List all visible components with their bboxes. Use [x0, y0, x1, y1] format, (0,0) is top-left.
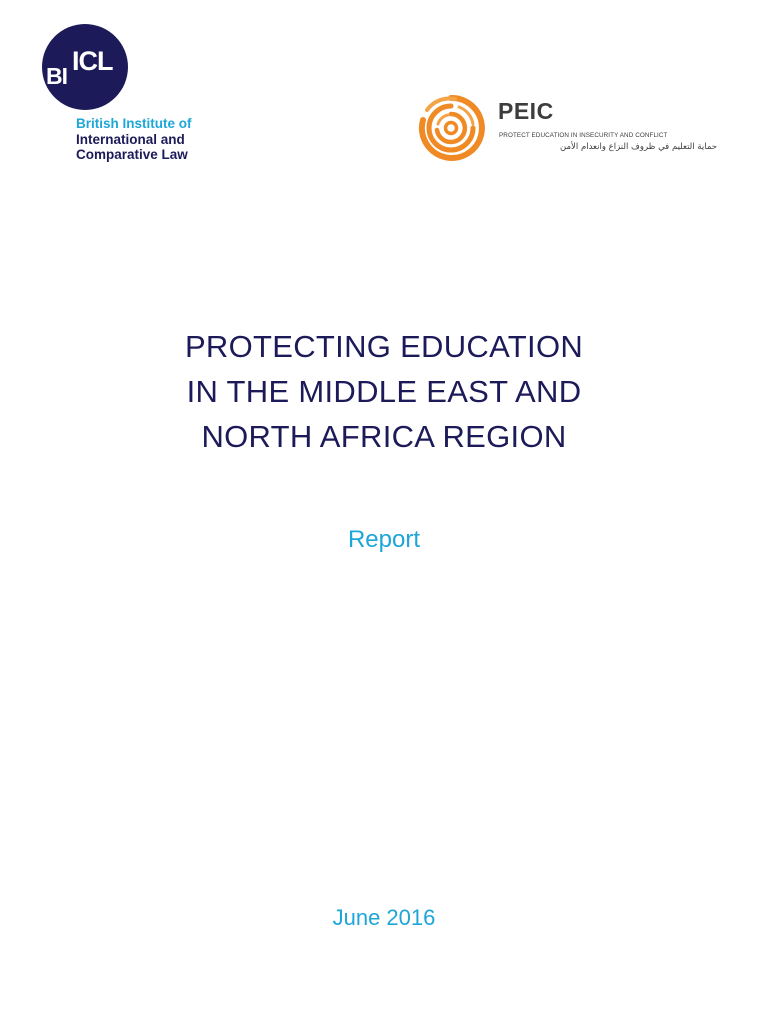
- report-date: June 2016: [332, 905, 436, 930]
- peic-arabic-tagline: حماية التعليم في ظروف النزاع وانعدام الأمن: [560, 142, 717, 152]
- report-subtitle: Report: [347, 526, 421, 553]
- biicl-name-line: British Institute of: [76, 116, 192, 131]
- biicl-name-line: Comparative Law: [76, 147, 188, 162]
- biicl-monogram-icl: ICL: [72, 46, 113, 76]
- report-title-line: IN THE MIDDLE EAST AND: [186, 374, 582, 409]
- biicl-name-line: International and: [76, 131, 185, 147]
- peic-title: PEIC: [498, 98, 554, 124]
- orange-swirl-icon: [415, 92, 487, 164]
- biicl-circle-icon: [42, 24, 128, 110]
- biicl-monogram: [46, 46, 128, 92]
- report-title-line: PROTECTING EDUCATION: [184, 329, 584, 364]
- biicl-logo: [40, 22, 215, 162]
- peic-logo: [415, 92, 725, 168]
- biicl-monogram-bi: BI: [46, 63, 67, 89]
- biicl-full-name: [76, 116, 226, 163]
- report-title: [0, 324, 768, 459]
- report-title-line: NORTH AFRICA REGION: [201, 419, 567, 454]
- peic-tagline: PROTECT EDUCATION IN INSECURITY AND CONFLICT: [499, 132, 668, 139]
